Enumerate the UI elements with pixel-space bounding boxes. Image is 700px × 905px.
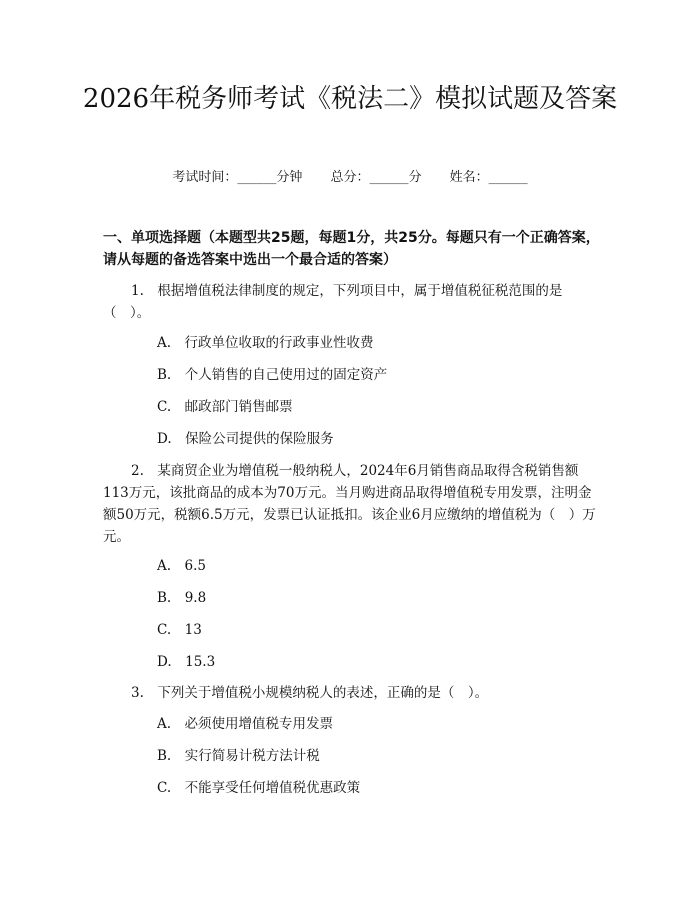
q1-option-a: A. 行政单位收取的行政事业性收费 — [157, 335, 374, 351]
q1-option-d: D. 保险公司提供的保险服务 — [157, 431, 334, 447]
q2-option-d: D. 15.3 — [157, 654, 216, 670]
question-2: 2. 某商贸企业为增值税一般纳税人，2024年6月销售商品取得含税销售额113万元，该批商品的成本为70万元。当月购进商品取得增值税专用发票，注明金额50万元，税额6.5万元，发票已认证抵扣。该企业6月应缴纳的增值税为（ ）万元。 — [103, 463, 596, 545]
total-score: 总分：______分 — [330, 170, 422, 185]
exam-meta — [0, 166, 700, 185]
q1-option-b: B. 个人销售的自己使用过的固定资产 — [157, 367, 388, 383]
exam-time: 考试时间：______分钟 — [172, 170, 303, 185]
question-1: 1. 根据增值税法律制度的规定，下列项目中，属于增值税征税范围的是（ ）。 — [103, 283, 563, 321]
q3-option-a: A. 必须使用增值税专用发票 — [157, 716, 334, 732]
q2-option-a: A. 6.5 — [157, 558, 207, 574]
section-heading: 一、单项选择题（本题型共25题，每题1分，共25分。每题只有一个正确答案，请从每题的备选答案中选出一个最合适的答案） — [103, 230, 600, 268]
q2-option-c: C. 13 — [157, 622, 202, 638]
q2-option-b: B. 9.8 — [157, 590, 207, 606]
q3-option-c: C. 不能享受任何增值税优惠政策 — [157, 780, 361, 796]
question-3: 3. 下列关于增值税小规模纳税人的表述，正确的是（ ）。 — [131, 685, 489, 701]
page-title: 2026年税务师考试《税法二》模拟试题及答案 — [82, 84, 618, 114]
q3-option-b: B. 实行简易计税方法计税 — [157, 748, 320, 764]
student-name: 姓名：______ — [449, 170, 528, 185]
q1-option-c: C. 邮政部门销售邮票 — [157, 399, 293, 415]
